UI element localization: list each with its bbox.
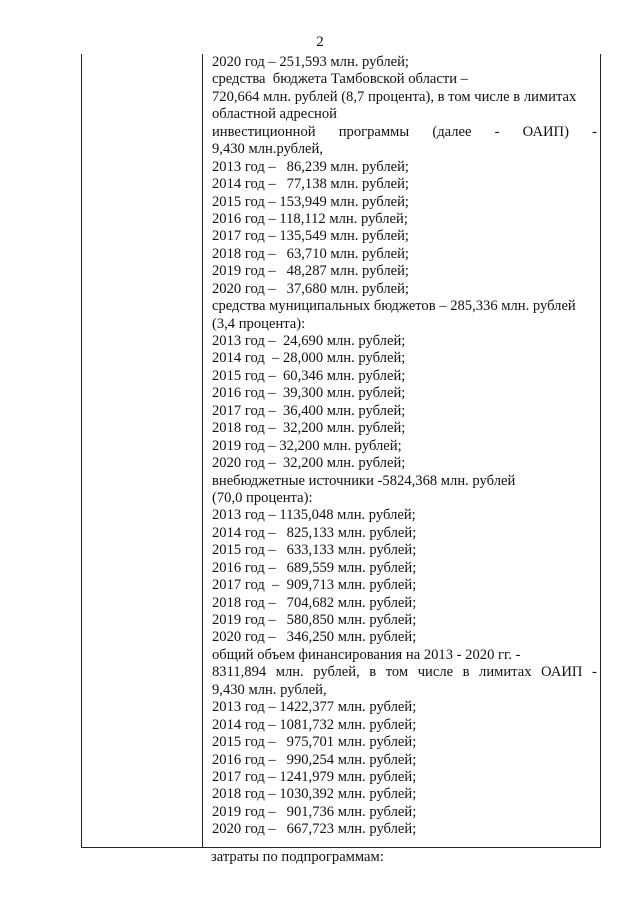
text-line: 2018 год – 63,710 млн. рублей; bbox=[212, 245, 409, 262]
text-line: 2020 год – 37,680 млн. рублей; bbox=[212, 280, 409, 297]
text-line: 2014 год – 28,000 млн. рублей; bbox=[212, 350, 406, 367]
text-line: 2020 год – 346,250 млн. рублей; bbox=[212, 629, 417, 646]
text-line: средства бюджета Тамбовской области – bbox=[212, 71, 468, 88]
text-line: 2019 год – 48,287 млн. рублей; bbox=[212, 263, 409, 280]
text-line: 2015 год – 60,346 млн. рублей; bbox=[212, 367, 406, 384]
text-line: 2016 год – 689,559 млн. рублей; bbox=[212, 559, 417, 576]
text-word: ОАИП) bbox=[522, 123, 569, 140]
text-line: 2014 год – 1081,732 млн. рублей; bbox=[212, 716, 417, 733]
text-line: 2019 год – 32,200 млн. рублей; bbox=[212, 437, 402, 454]
text-line: средства муниципальных бюджетов – 285,336 млн. рублей bbox=[212, 298, 576, 315]
text-word: ОАИП bbox=[541, 664, 583, 681]
text-line bbox=[212, 664, 597, 681]
text-line: 2017 год – 36,400 млн. рублей; bbox=[212, 402, 406, 419]
text-line: 2018 год – 704,682 млн. рублей; bbox=[212, 594, 417, 611]
text-line: 2016 год – 990,254 млн. рублей; bbox=[212, 751, 417, 768]
subprogram-costs-heading: затраты по подпрограммам: bbox=[211, 849, 384, 865]
text-line: внебюджетные источники -5824,368 млн. рублей bbox=[212, 472, 516, 489]
text-line: 2015 год – 633,133 млн. рублей; bbox=[212, 542, 417, 559]
text-word: - bbox=[494, 123, 500, 140]
text-line: (3,4 процента): bbox=[212, 315, 306, 332]
text-word: в bbox=[462, 664, 470, 681]
text-line: 2015 год – 975,701 млн. рублей; bbox=[212, 734, 417, 751]
text-word: млн. bbox=[275, 664, 304, 681]
text-word: том bbox=[385, 664, 409, 681]
text-line: 2016 год – 39,300 млн. рублей; bbox=[212, 385, 406, 402]
text-line: 2019 год – 901,736 млн. рублей; bbox=[212, 803, 417, 820]
text-word: числе bbox=[417, 664, 454, 681]
text-line: 2018 год – 32,200 млн. рублей; bbox=[212, 420, 406, 437]
text-line: 2013 год – 24,690 млн. рублей; bbox=[212, 333, 406, 349]
text-line: 2020 год – 667,723 млн. рублей; bbox=[212, 821, 417, 838]
text-line: областной адресной bbox=[212, 106, 337, 123]
text-line: 2016 год – 118,112 млн. рублей; bbox=[212, 210, 408, 227]
text-word: программы bbox=[338, 123, 410, 140]
text-line: 2019 год – 580,850 млн. рублей; bbox=[212, 612, 417, 628]
column-divider bbox=[202, 54, 203, 847]
text-line: 9,430 млн. рублей, bbox=[212, 681, 327, 698]
text-line: 2015 год – 153,949 млн. рублей; bbox=[212, 193, 409, 210]
text-line: 2020 год – 251,593 млн. рублей; bbox=[212, 54, 409, 70]
text-line: 2017 год – 1241,979 млн. рублей; bbox=[212, 768, 417, 785]
text-line: 2013 год – 86,239 млн. рублей; bbox=[212, 158, 409, 175]
text-word: - bbox=[592, 123, 597, 140]
text-word: инвестиционной bbox=[212, 123, 316, 140]
text-line: (70,0 процента): bbox=[212, 489, 313, 506]
text-line: 720,664 млн. рублей (8,7 процента), в том числе в лимитах bbox=[212, 88, 577, 105]
text-line: 2014 год – 77,138 млн. рублей; bbox=[212, 176, 409, 193]
text-line: 2013 год – 1135,048 млн. рублей; bbox=[212, 507, 416, 524]
text-line: 2013 год – 1422,377 млн. рублей; bbox=[212, 699, 417, 716]
text-word: 8311,894 bbox=[212, 664, 267, 681]
text-word: (далее bbox=[432, 123, 472, 140]
text-line: 2020 год – 32,200 млн. рублей; bbox=[212, 455, 406, 472]
text-line: 2014 год – 825,133 млн. рублей; bbox=[212, 524, 417, 541]
page-number: 2 bbox=[316, 34, 324, 50]
text-word: в bbox=[369, 664, 377, 681]
funding-table bbox=[81, 54, 601, 848]
text-line: 2017 год – 909,713 млн. рублей; bbox=[212, 577, 417, 594]
text-line: общий объем финансирования на 2013 - 2020 гг. - bbox=[212, 646, 521, 663]
text-word: рублей, bbox=[313, 664, 360, 681]
text-line: 9,430 млн.рублей, bbox=[212, 141, 323, 158]
text-word: - bbox=[592, 664, 597, 681]
text-line: 2017 год – 135,549 млн. рублей; bbox=[212, 228, 409, 245]
text-word: лимитах bbox=[479, 664, 532, 681]
text-line: 2018 год – 1030,392 млн. рублей; bbox=[212, 786, 417, 803]
text-line bbox=[212, 124, 597, 141]
funding-text-cell bbox=[212, 54, 597, 839]
